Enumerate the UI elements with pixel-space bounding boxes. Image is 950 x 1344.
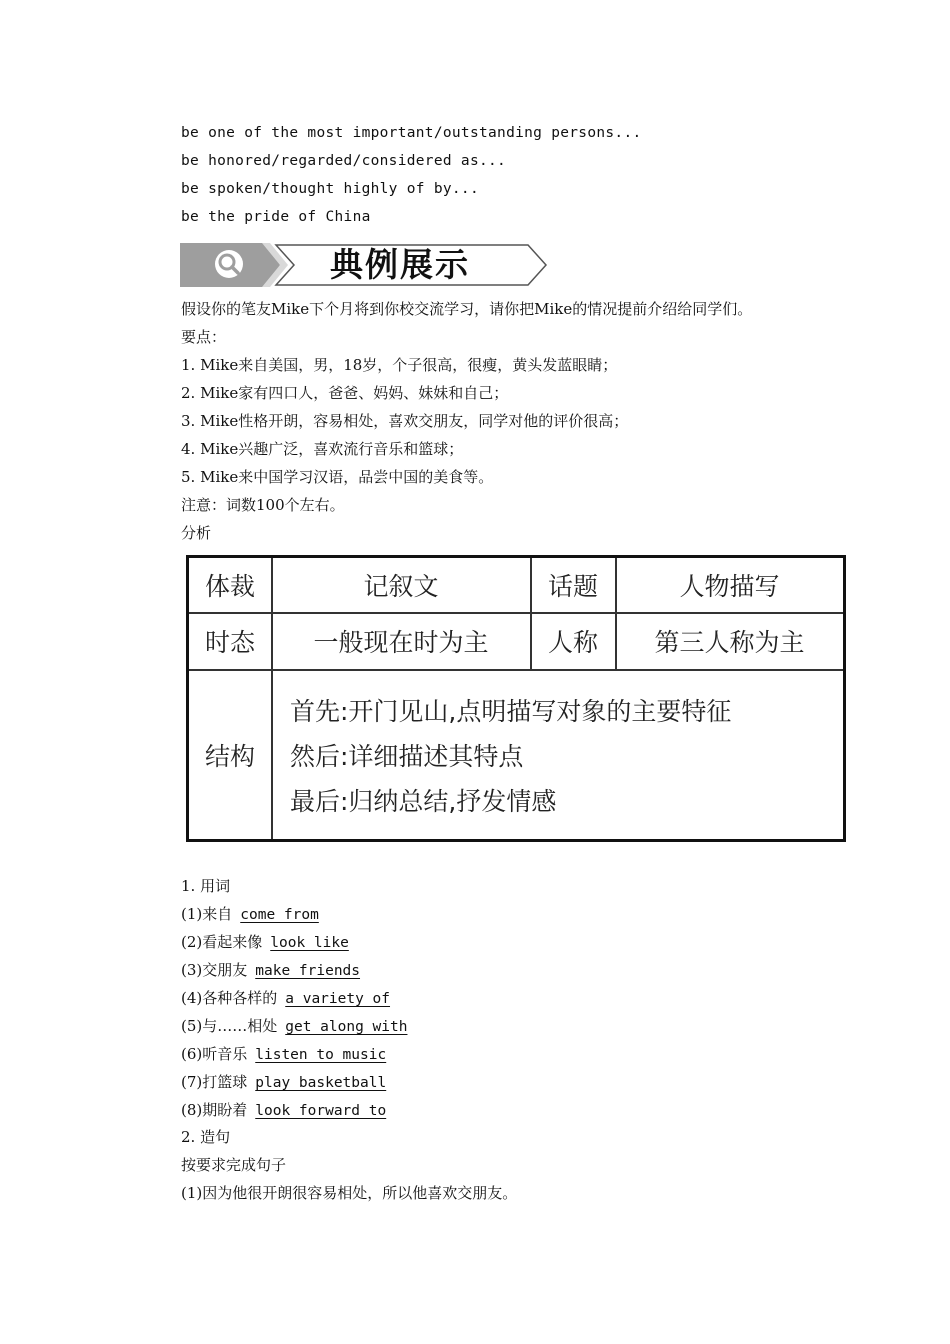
points-heading: 要点： [181,328,227,346]
structure-line: 首先:开门见山,点明描写对象的主要特征 [290,697,732,726]
person-value: 第三人称为主 [654,628,805,657]
sentence-heading: 2. 造句 [181,1128,231,1146]
vocab-answer: look forward to [255,1103,387,1119]
tense-label: 时态 [204,628,255,657]
vocab-answer: a variety of [285,991,391,1007]
vocab-answer: get along with [285,1019,408,1035]
vocab-heading: 1. 用词 [181,877,231,895]
genre-value: 记叙文 [363,572,439,601]
structure-label: 结构 [204,741,255,771]
phrase-line: be honored/regarded/considered as... [181,153,507,169]
structure-line: 最后:归纳总结,抒发情感 [290,787,557,816]
vocab-cn: (5)与……相处 [181,1017,278,1035]
vocab-answer: look like [270,935,349,951]
topic-label: 话题 [547,572,598,601]
vocab-item [181,932,349,953]
topic-value: 人物描写 [679,572,780,601]
vocab-item [181,988,390,1009]
point-item: 4. Mike兴趣广泛，喜欢流行音乐和篮球； [181,440,464,458]
vocab-cn: (4)各种各样的 [181,989,278,1007]
vocab-answer: come from [240,907,319,923]
vocab-item [181,1100,386,1121]
vocab-item [181,1044,386,1065]
point-item: 2. Mike家有四口人，爸爸、妈妈、妹妹和自己； [181,384,509,402]
vocab-answer: make friends [255,963,361,979]
vocab-item [181,1016,407,1037]
vocab-cn: (3)交朋友 [181,961,248,979]
vocab-cn: (7)打篮球 [181,1073,248,1091]
sentence-instruction: 按要求完成句子 [181,1156,287,1174]
section-title: 典例展示 [330,245,470,284]
structure-line: 然后:详细描述其特点 [290,742,524,771]
vocab-item [181,1072,386,1093]
vocab-answer: listen to music [255,1047,387,1063]
word-count-note: 注意：词数100个左右。 [181,496,345,514]
point-item: 5. Mike来中国学习汉语，品尝中国的美食等。 [181,468,494,486]
genre-label: 体裁 [204,572,255,601]
vocab-answer: play basketball [255,1075,387,1091]
vocab-item [181,960,360,981]
phrase-line: be one of the most important/outstanding persons... [181,125,642,141]
point-item: 3. Mike性格开朗，容易相处，喜欢交朋友，同学对他的评价很高； [181,412,629,430]
tense-value: 一般现在时为主 [313,628,489,657]
prompt-intro: 假设你的笔友Mike下个月将到你校交流学习，请你把Mike的情况提前介绍给同学们。 [181,300,753,318]
phrase-line: be spoken/thought highly of by... [181,181,479,197]
analysis-label: 分析 [181,524,212,542]
phrase-line: be the pride of China [181,209,371,225]
vocab-item [181,904,319,925]
vocab-cn: (2)看起来像 [181,933,263,951]
vocab-cn: (6)听音乐 [181,1045,248,1063]
magnifier-icon [215,250,243,278]
sentence-item: (1)因为他很开朗很容易相处，所以他喜欢交朋友。 [181,1184,518,1202]
point-item: 1. Mike来自美国，男，18岁，个子很高，很瘦，黄头发蓝眼睛； [181,356,618,374]
vocab-cn: (8)期盼着 [181,1101,248,1119]
person-label: 人称 [547,628,598,657]
vocab-cn: (1)来自 [181,905,233,923]
